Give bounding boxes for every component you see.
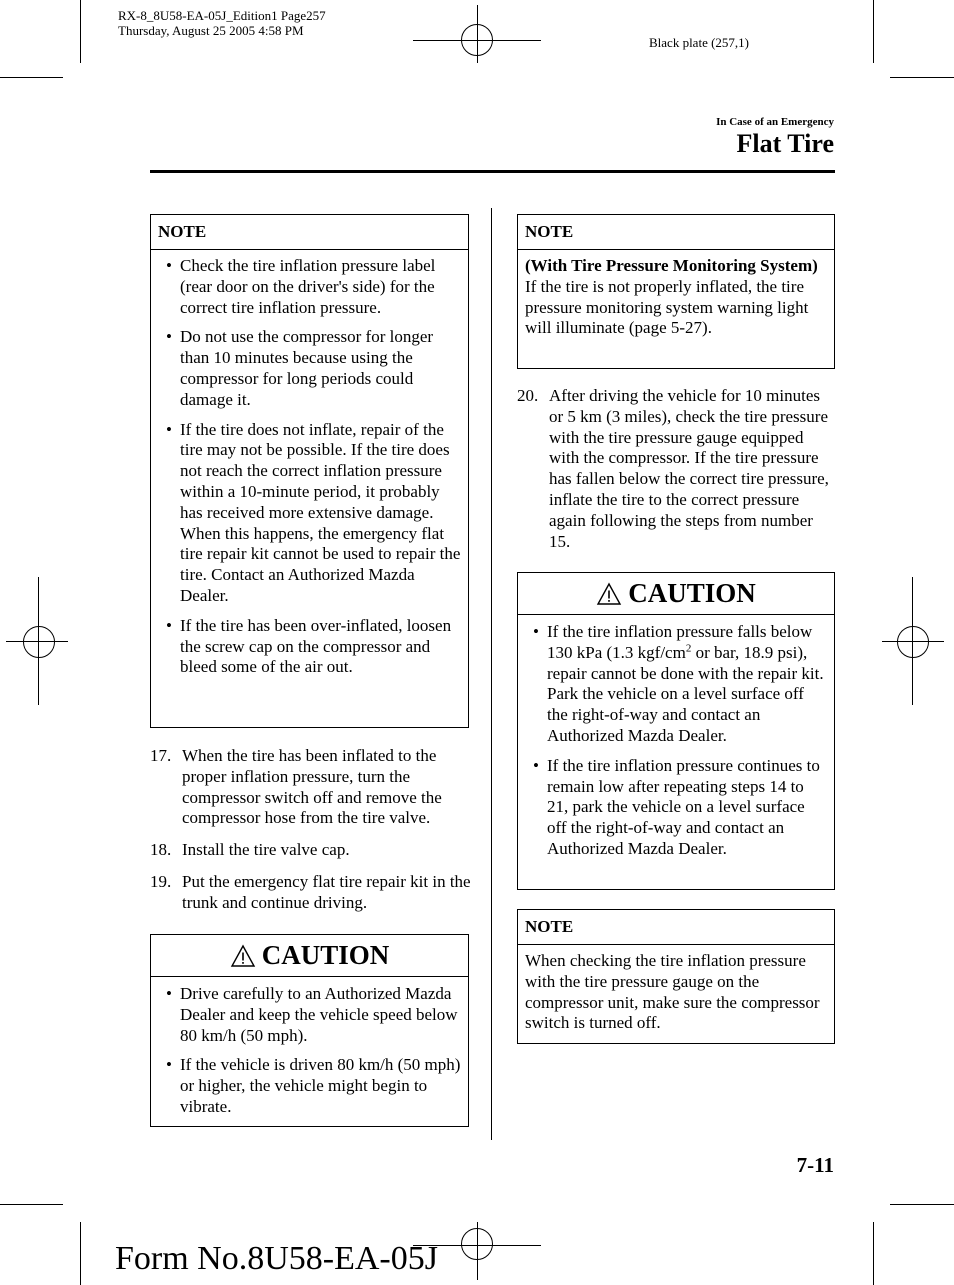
header-rule	[150, 170, 835, 173]
crop-mark	[0, 1204, 63, 1205]
step-number: 17.	[150, 746, 172, 765]
steps-list	[150, 746, 472, 925]
page-title: Flat Tire	[736, 129, 834, 158]
page-number: 7-11	[796, 1153, 834, 1177]
step-number: 18.	[150, 840, 172, 860]
note-text: If the tire is not properly inflated, the tire pressure monitoring system warning light will illuminate (page 5-27).	[525, 276, 809, 338]
crop-mark	[890, 77, 954, 78]
print-job-info	[118, 8, 326, 38]
step-17	[150, 746, 472, 829]
steps-list	[517, 386, 835, 563]
section-title: In Case of an Emergency	[716, 116, 834, 128]
step-20	[517, 386, 835, 552]
caution-heading: CAUTION	[261, 940, 390, 970]
note-text: When checking the tire inflation pressure with the tire pressure gauge on the compressor unit, make sure the compressor switch is turned off.	[525, 951, 820, 1033]
list-item: • Check the tire inflation pressure label (rear door on the driver's side) for the correct tire inflation pressure.	[158, 256, 461, 318]
warning-triangle-icon	[596, 582, 622, 606]
note-heading: NOTE	[518, 215, 834, 250]
step-text: Put the emergency flat tire repair kit in the trunk and continue driving.	[182, 871, 471, 912]
plate-label: Black plate (257,1)	[649, 35, 749, 50]
step-text: Install the tire valve cap.	[182, 840, 350, 860]
print-job-line1: RX-8_8U58-EA-05J_Edition1 Page257	[118, 8, 326, 23]
list-item: • Drive carefully to an Authorized Mazda Dealer and keep the vehicle speed below 80 km/h (50 mph).	[158, 984, 461, 1046]
note-box	[150, 214, 469, 728]
print-job-line2: Thursday, August 25 2005 4:58 PM	[118, 23, 304, 38]
caution-list	[158, 984, 461, 1118]
step-number: 19.	[150, 871, 172, 891]
step-number: 20.	[517, 386, 539, 405]
crop-mark	[873, 1222, 874, 1285]
caution-list	[525, 622, 827, 860]
caution-box	[517, 572, 835, 890]
step-18	[150, 840, 472, 861]
note-box	[517, 214, 835, 369]
crop-mark	[80, 0, 81, 63]
caution-box	[150, 934, 469, 1127]
note-box	[517, 909, 835, 1044]
step-text: After driving the vehicle for 10 minutes or 5 km (3 miles), check the tire pressure with the tire pressure gauge equipped with the compressor. If the tire pressure has fallen below the correct tire pressure, inflate the tire to the correct pressure again following the steps from number 15.	[549, 386, 829, 551]
column-divider	[491, 208, 492, 1140]
crop-mark	[80, 1222, 81, 1285]
caution-heading: CAUTION	[628, 578, 756, 608]
crop-mark	[0, 77, 63, 78]
note-heading: NOTE	[151, 215, 468, 250]
list-item: • If the tire has been over-inflated, loosen the screw cap on the compressor and bleed some of the air out.	[158, 616, 461, 678]
note-heading: NOTE	[518, 910, 834, 945]
list-item: • If the tire inflation pressure falls below 130 kPa (1.3 kgf/$cm^2$ or bar, 18.9 psi), repair cannot be done with the repair kit. Park the vehicle on a level surface off the right-of-way and contact an Authorized Mazda Dealer.	[525, 622, 827, 747]
crop-mark	[890, 1204, 954, 1205]
note-subheading: (With Tire Pressure Monitoring System)	[525, 256, 818, 275]
step-19	[150, 872, 472, 914]
step-text: When the tire has been inflated to the proper inflation pressure, turn the compressor switch off and remove the compressor hose from the tire valve.	[182, 746, 442, 828]
form-number: Form No.8U58-EA-05J	[115, 1240, 438, 1277]
warning-triangle-icon	[230, 944, 256, 968]
note-list	[158, 256, 461, 678]
crop-mark	[873, 0, 874, 63]
list-item: • If the tire inflation pressure continues to remain low after repeating steps 14 to 21, park the vehicle on a level surface off the right-of-way and contact an Authorized Mazda Dealer.	[525, 756, 827, 860]
list-item: • If the tire does not inflate, repair of the tire may not be possible. If the tire does not reach the correct inflation pressure within a 10-minute period, it probably has received more extensive damage. When this happens, the emergency flat tire repair kit cannot be used to repair the tire. Contact an Authorized Mazda Dealer.	[158, 420, 461, 607]
list-item: • If the vehicle is driven 80 km/h (50 mph) or higher, the vehicle might begin to vibrate.	[158, 1055, 461, 1117]
list-item: • Do not use the compressor for longer than 10 minutes because using the compressor for long periods could damage it.	[158, 327, 461, 410]
